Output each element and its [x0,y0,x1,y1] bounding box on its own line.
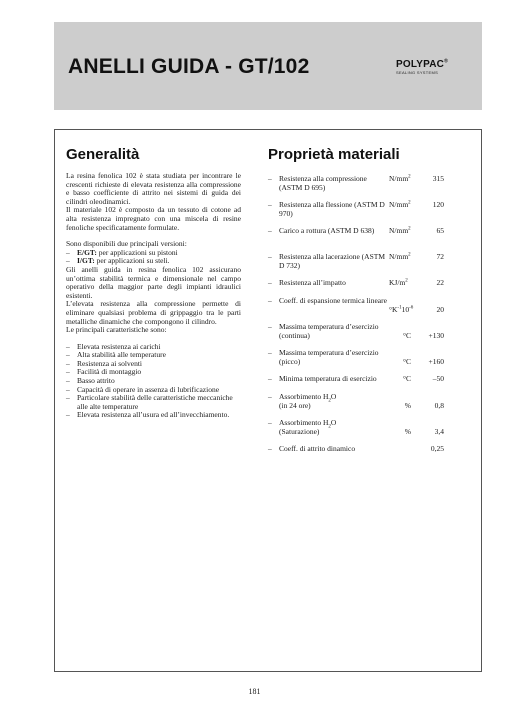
feature-item: – Elevata resistenza ai carichi [66,341,161,351]
property-row: – Resistenza alla lacerazione (ASTM D 732) $N/mm^2$ 72 [268,252,444,270]
property-row: – Carico a rottura (ASTM D 638) $N/mm^2$ 65 [268,226,444,235]
feature-item: – Particolare stabilità delle caratteristiche meccaniche alle alte temperature [66,393,233,411]
feature-item: – Capacità di operare in assenza di lubrificazione [66,384,220,394]
property-row: – Assorbimento $H_2O$ (Saturazione) % 3,4 [268,418,444,436]
logo-registered-mark: ® [444,58,448,65]
property-row: – Minima temperatura di esercizio °C –50 [268,374,444,383]
paragraph-stability: Gli anelli guida in resina fenolica 102 assicurano un’ottima stabilità termica e dimensionale nel campo operativo della maggior parte degli impianti idraulici esistenti. [66,264,241,300]
generalita-text [66,172,241,420]
property-row: – Coeff. di espansione termica lineare $^\circ K^{-1}10^{-6}$ 20 [268,296,444,314]
property-row: – Resistenza alla compressione (ASTM D 695) $N/mm^2$ 315 [268,174,444,192]
feature-item: – Resistenza ai solventi [66,358,142,368]
paragraph-features: Le principali caratteristiche sono: [66,325,167,335]
polypac-logo [396,59,448,75]
logo-text: POLYPAC [396,59,445,70]
paragraph-material: Il materiale 102 è composto da un tessuto di cotone ad alta resistenza impregnato con una miscela di resine fenoliche specificatamente formulate. [66,205,241,232]
property-row: – Assorbimento $H_2O$ (in 24 ore) % 0,8 [268,392,444,410]
page-title: ANELLI GUIDA - GT/102 [68,55,310,78]
versions-list [66,249,241,266]
properties-table [268,175,444,463]
feature-item: – Alta stabilità alle temperature [66,350,166,360]
generalita-heading: Generalità [66,146,140,163]
header-band [54,22,482,110]
logo-subtitle: SEALING SYSTEMS [396,70,439,75]
feature-item: – Elevata resistenza all’usura ed all’invecchiamento. [66,410,230,420]
paragraph-compression: L’elevata resistenza alla compressione permette di eliminare qualsiasi problema di grippaggio tra le parti metalliche dinamiche che compongono il cilindro. [66,299,241,326]
property-row: – Resistenza all’impatto $KJ/m^2$ 22 [268,278,444,287]
version-item: – I/GT: per applicazioni su steli. [66,256,170,266]
version-item: – E/GT: per applicazioni su pistoni [66,247,178,257]
paragraph-versions: Sono disponibili due principali versioni: [66,239,187,249]
property-row: – Massima temperatura d’esercizio (continua) °C +130 [268,322,444,340]
property-row: – Coeff. di attrito dinamico 0,25 [268,444,444,453]
feature-item: – Basso attrito [66,376,115,386]
property-row: – Resistenza alla flessione (ASTM D 970) $N/mm^2$ 120 [268,200,444,218]
page-number: 181 [248,687,261,696]
paragraph-intro: La resina fenolica 102 è stata studiata per incontrare le crescenti richieste di elevata resistenza alla compressione e basso coefficiente di attrito nei sistemi di guida dei cilindri oleodinamici. [66,171,241,206]
features-list [66,343,241,420]
property-row: – Massima temperatura d’esercizio (picco) °C +160 [268,348,444,366]
proprieta-heading: Proprietà materiali [268,146,400,163]
feature-item: – Facilità di montaggio [66,367,142,377]
